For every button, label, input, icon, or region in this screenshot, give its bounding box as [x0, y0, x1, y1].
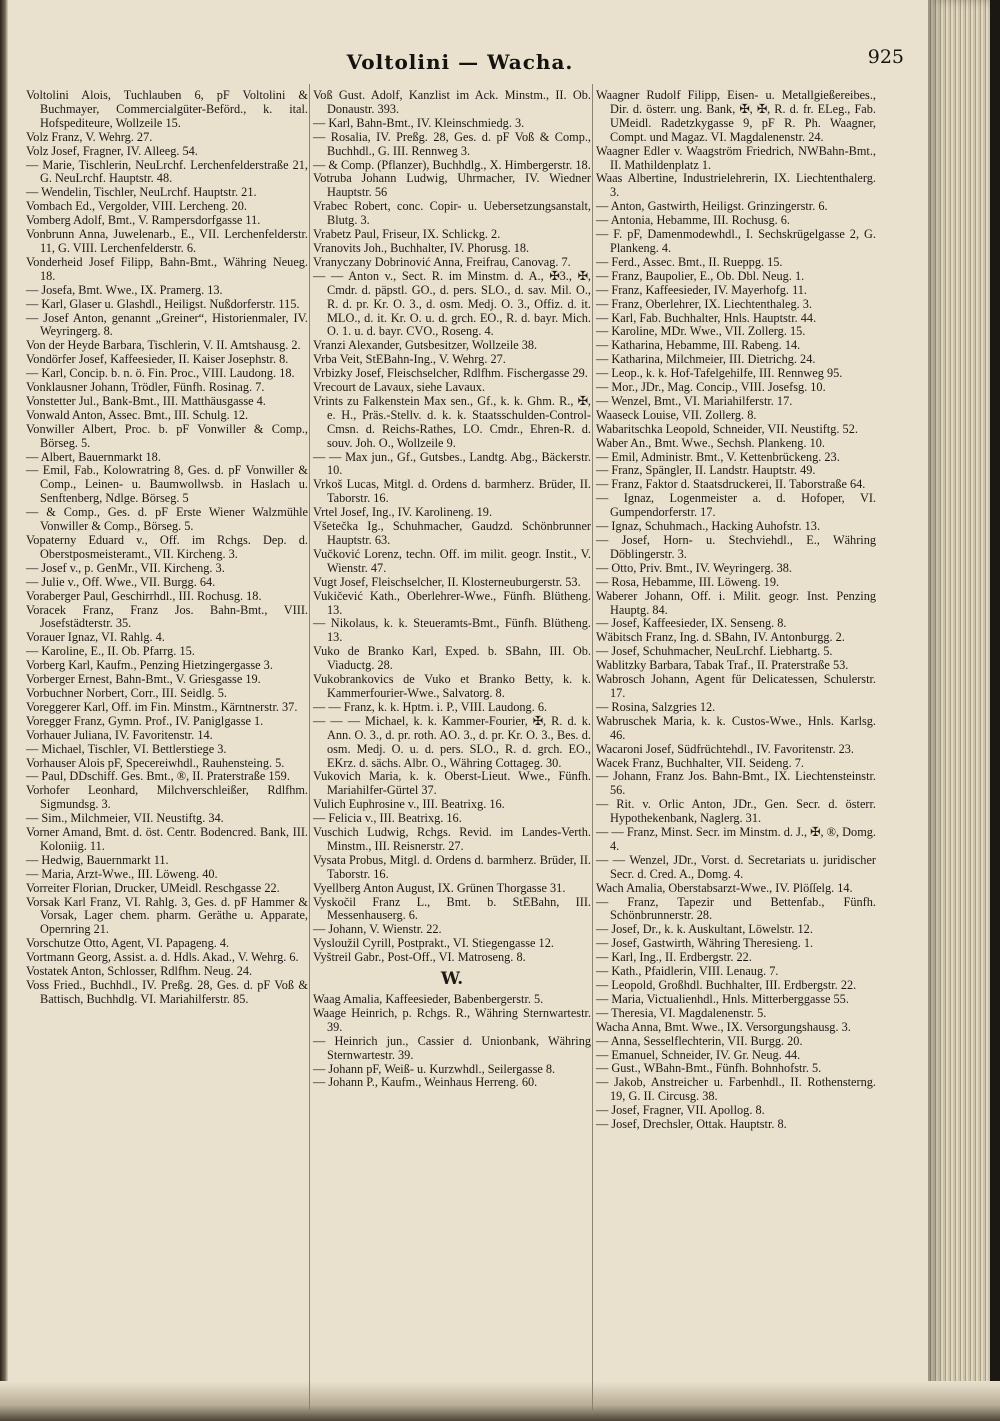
- directory-entry: — Marie, Tischlerin, NeuLrchf. Lerchenfelderstraße 21, G. NeuLrchf. Hauptstr. 48.: [26, 157, 308, 186]
- directory-entry: — Karl, Concip. b. n. ö. Fin. Proc., VIII. Laudong. 18.: [26, 366, 295, 381]
- directory-entry: Vysata Probus, Mitgl. d. Ordens d. barmherz. Brüder, II. Taborstr. 16.: [313, 852, 591, 881]
- directory-entry: Vuschich Ludwig, Rchgs. Revid. im Landes-Verth. Minstm., III. Reisnerstr. 27.: [313, 825, 591, 853]
- directory-entry: Voss Fried., Buchhdl., IV. Preßg. 28, Ges. d. pF Voß & Battisch, Buchhdlg. VI. Mariahilferstr. 85.: [26, 978, 308, 1006]
- directory-entry: Waage Heinrich, p. Rchgs. R., Währing Sternwartestr. 39.: [313, 1005, 591, 1034]
- page-gutter: [0, 0, 8, 1421]
- directory-entry: Wacaroni Josef, Südfrüchtehdl., IV. Favoritenstr. 23.: [596, 741, 854, 756]
- directory-entry: — Ignaz, Logenmeister a. d. Hofoper, VI. Gumpendorferstr. 17.: [596, 491, 876, 520]
- directory-entry: Voltolini Alois, Tuchlauben 6, pF Voltolini & Buchmayer, Commercialgüter-Beförd., k. ital. Hofspediteure, Wollzeile 15.: [26, 88, 308, 130]
- directory-entry: Vorschutze Otto, Agent, VI. Papageng. 4.: [26, 936, 230, 951]
- directory-entry: — — Anton v., Sect. R. im Minstm. d. A., ✠3., ✠, Cmdr. d. päpstl. GO., d. pers. SLO., d. sav. Mil. O., R. d. pr. Kr. O. 3., d. osm. Medj. O. 3., Offiz. d. it. MLO., d. it. Kr. O. u. d. grch. EO., R. d. bayr. Mich. O. 1. u. d. bayr. CVO., Roseng. 4.: [313, 268, 591, 339]
- directory-entry: — Nikolaus, k. k. Steueramts-Bmt., Fünfh. Blütheng. 13.: [313, 616, 591, 645]
- directory-entry: — Emanuel, Schneider, IV. Gr. Neug. 44.: [596, 1047, 801, 1062]
- directory-entry: — & Comp. (Pflanzer), Buchhdlg., X. Himbergerstr. 18.: [313, 157, 591, 172]
- directory-entry: — & Comp., Ges. d. pF Erste Wiener Walzmühle Vonwiller & Comp., Börseg. 5.: [26, 505, 308, 534]
- directory-entry: Wach Amalia, Oberstabsarzt-Wwe., IV. Plöſſelg. 14.: [596, 880, 853, 895]
- directory-entry: Waag Amalia, Kaffeesieder, Babenbergerstr. 5.: [313, 992, 544, 1006]
- directory-entry: Waaseck Louise, VII. Zollerg. 8.: [596, 407, 757, 422]
- directory-entry: Von der Heyde Barbara, Tischlerin, V. II. Amtshausg. 2.: [26, 338, 301, 353]
- directory-entry: — Anna, Sesselflechterin, VII. Burgg. 20.: [596, 1033, 803, 1048]
- directory-entry: — Julie v., Off. Wwe., VII. Burgg. 64.: [26, 574, 216, 589]
- column-divider: [592, 84, 593, 1414]
- directory-entry: Waagner Edler v. Waagström Friedrich, NWBahn-Bmt., II. Mathildenplatz 1.: [596, 143, 876, 172]
- directory-entry: — Ferd., Assec. Bmt., II. Rueppg. 15.: [596, 254, 783, 269]
- directory-entry: Vyštreil Gabr., Post-Off., VI. Matroseng. 8.: [313, 950, 526, 965]
- directory-entry: Vostatek Anton, Schlosser, Rdlfhm. Neug. 24.: [26, 964, 253, 979]
- directory-entry: — Josef, Drechsler, Ottak. Hauptstr. 8.: [596, 1117, 787, 1132]
- directory-entry: Vrbizky Josef, Fleischselcher, Rdlfhm. Fischergasse 29.: [313, 366, 588, 381]
- directory-entry: Vonbrunn Anna, Juwelenarb., E., VII. Lerchenfelderstr. 11, G. VIII. Lerchenfelderstr. 6.: [26, 227, 308, 255]
- directory-entry: Vranovits Joh., Buchhalter, IV. Phorusg. 18.: [313, 240, 530, 255]
- directory-entry: Vukobrankovics de Vuko et Branko Betty, k. k. Kammerfourier-Wwe., Salvatorg. 8.: [313, 672, 591, 700]
- directory-entry: Volz Josef, Fragner, IV. Alleeg. 54.: [26, 143, 198, 158]
- directory-entry: Vukovich Maria, k. k. Oberst-Lieut. Wwe., Fünfh. Mariahilfer-Gürtel 37.: [313, 769, 591, 798]
- directory-entry: — Karoline, E., II. Ob. Pfarrg. 15.: [26, 644, 195, 659]
- directory-entry: — Rosalia, IV. Preßg. 28, Ges. d. pF Voß & Comp., Buchhdl., G. III. Rennweg 3.: [313, 129, 591, 158]
- directory-entry: Vonklausner Johann, Trödler, Fünfh. Rosinag. 7.: [26, 380, 265, 395]
- directory-entry: — Johann, V. Wienstr. 22.: [313, 922, 442, 937]
- directory-entry: — Josef, Gastwirth, Währing Theresieng. 1.: [596, 936, 814, 951]
- directory-entry: Vyskočil Franz L., Bmt. b. StEBahn, III. Messenhauserg. 6.: [313, 894, 591, 923]
- directory-entry: — Wendelin, Tischler, NeuLrchf. Hauptstr. 21.: [26, 185, 257, 200]
- page-bottom-shadow: [0, 1381, 1000, 1421]
- directory-entry: — Maria, Arzt-Wwe., III. Löweng. 40.: [26, 866, 218, 881]
- directory-entry: Vorhauser Alois pF, Specereiwhdl., Rauhensteing. 5.: [26, 755, 285, 770]
- directory-entry: — Kath., Pfaidlerin, VIII. Lenaug. 7.: [596, 964, 779, 979]
- directory-entry: — Josef Anton, genannt „Greiner“, Historienmaler, IV. Weyringerg. 8.: [26, 310, 308, 339]
- entries-column-2: [313, 89, 591, 1090]
- directory-entry: Voß Gust. Adolf, Kanzlist im Ack. Minstm., II. Ob. Donaustr. 393.: [313, 88, 591, 116]
- directory-entry: Vyellberg Anton August, IX. Grünen Thorgasse 31.: [313, 880, 566, 895]
- section-heading: W.: [440, 969, 464, 990]
- directory-entry: Voracek Franz, Franz Jos. Bahn-Bmt., VIII. Josefstädterstr. 35.: [26, 602, 308, 631]
- directory-entry: — Sim., Milchmeier, VII. Neustiftg. 34.: [26, 811, 224, 826]
- directory-entry: Vrkoš Lucas, Mitgl. d. Ordens d. barmherz. Brüder, II. Taborstr. 16.: [313, 477, 591, 506]
- directory-entry: Wabaritschka Leopold, Schneider, VII. Neustiftg. 52.: [596, 421, 858, 436]
- directory-entry: Vrecourt de Lavaux, siehe Lavaux.: [313, 380, 486, 395]
- directory-entry: Wablitzky Barbara, Tabak Traf., II. Praterstraße 53.: [596, 658, 849, 673]
- directory-entry: Vonderheid Josef Filipp, Bahn-Bmt., Währing Neueg. 18.: [26, 254, 308, 283]
- directory-entry: Všetečka Ig., Schuhmacher, Gaudzd. Schönbrunner Hauptstr. 63.: [313, 519, 591, 547]
- directory-entry: — — Franz, k. k. Hptm. i. P., VIII. Laudong. 6.: [313, 699, 548, 714]
- directory-entry: — Felicia v., III. Beatrixg. 16.: [313, 811, 462, 826]
- directory-entry: — — Franz, Minst. Secr. im Minstm. d. J., ✠, ®, Domg. 4.: [596, 825, 876, 853]
- directory-entry: Vysloužil Cyrill, Postprakt., VI. Stiegengasse 12.: [313, 936, 554, 951]
- directory-entry: — Franz, Kaffeesieder, IV. Mayerhofg. 11.: [596, 282, 807, 297]
- directory-entry: Voregger Franz, Gymn. Prof., IV. Paniglgasse 1.: [26, 713, 264, 728]
- directory-entry: Vugt Josef, Fleischselcher, II. Klosterneuburgerstr. 53.: [313, 574, 581, 589]
- directory-entry: — Albert, Bauernmarkt 18.: [26, 449, 161, 464]
- directory-entry: Vonwald Anton, Assec. Bmt., III. Schulg. 12.: [26, 407, 249, 422]
- directory-entry: Vorsak Karl Franz, VI. Rahlg. 3, Ges. d. pF Hammer & Vorsak, Lager chem. pharm. Geräthe u. Apparate, Opernring 21.: [26, 894, 308, 937]
- directory-entry: — Gust., WBahn-Bmt., Fünfh. Bohnhofstr. 5.: [596, 1061, 822, 1076]
- directory-entry: Vorbuchner Norbert, Corr., III. Seidlg. 5.: [26, 685, 227, 700]
- directory-entry: — Rit. v. Orlic Anton, JDr., Gen. Secr. d. österr. Hypothekenbank, Naglerg. 31.: [596, 797, 876, 826]
- directory-entry: — Leopold, Großhdl. Buchhalter, III. Erdbergstr. 22.: [596, 978, 857, 992]
- directory-entry: — Ignaz, Schuhmach., Hacking Auhofstr. 13.: [596, 519, 821, 534]
- directory-entry: — Paul, DDschiff. Ges. Bmt., ®, II. Praterstraße 159.: [26, 769, 290, 784]
- directory-entry: — Rosa, Hebamme, III. Löweng. 19.: [596, 574, 780, 589]
- directory-entry: — Otto, Priv. Bmt., IV. Weyringerg. 38.: [596, 560, 792, 575]
- directory-entry: — Mor., JDr., Mag. Concip., VIII. Josefsg. 10.: [596, 380, 826, 395]
- directory-entry: — Karl, Fab. Buchhalter, Hnls. Hauptstr. 44.: [596, 310, 817, 325]
- directory-entry: Wäbitsch Franz, Ing. d. SBahn, IV. Antonburgg. 2.: [596, 630, 845, 645]
- directory-entry: — Franz, Oberlehrer, IX. Liechtenthaleg. 3.: [596, 296, 812, 311]
- directory-entry: — Leop., k. k. Hof-Tafelgehilfe, III. Rennweg 95.: [596, 366, 843, 381]
- directory-entry: — Josef, Schuhmacher, NeuLrchf. Liebhartg. 5.: [596, 644, 833, 659]
- directory-entry: Votruba Johann Ludwig, Uhrmacher, IV. Wiedner Hauptstr. 56: [313, 171, 591, 200]
- directory-entry: Vrints zu Falkenstein Max sen., Gf., k. k. Ghm. R., ✠, e. H., Präs.-Stellv. d. k. k. Staatsschulden-Control-Cmsn. d. Reichs-Rathes, LO. Cmdr., Ehren-R. d. souv. Joh. O., Wollzeile 9.: [313, 393, 591, 450]
- directory-entry: Waas Albertine, Industrielehrerin, IX. Liechtenthalerg. 3.: [596, 171, 876, 200]
- directory-entry: Vorauer Ignaz, VI. Rahlg. 4.: [26, 630, 165, 645]
- entries-column-3: [596, 89, 876, 1132]
- directory-entry: — — Max jun., Gf., Gutsbes., Landtg. Abg., Bäckerstr. 10.: [313, 449, 591, 478]
- directory-entry: Wabruschek Maria, k. k. Custos-Wwe., Hnls. Karlsg. 46.: [596, 713, 876, 742]
- directory-entry: — Emil, Fab., Kolowratring 8, Ges. d. pF Vonwiller & Comp., Leinen- u. Baumwollwsb. in Haslach u. Senftenberg, Ndlge. Börseg. 5: [26, 463, 308, 506]
- directory-entry: — Johann pF, Weiß- u. Kurzwhdl., Seilergasse 8.: [313, 1061, 556, 1076]
- directory-entry: Vonwiller Albert, Proc. b. pF Vonwiller & Comp., Börseg. 5.: [26, 421, 308, 450]
- directory-entry: — — Wenzel, JDr., Vorst. d. Secretariats u. juridischer Secr. d. Cred. A., Domg. 4.: [596, 852, 876, 881]
- directory-entry: Vučković Lorenz, techn. Off. im milit. geogr. Instit., V. Wienstr. 47.: [313, 546, 591, 575]
- directory-entry: — Maria, Victualienhdl., Hnls. Mitterberggasse 55.: [596, 991, 849, 1006]
- directory-entry: Vomberg Adolf, Bmt., V. Rampersdorfgasse 11.: [26, 213, 261, 228]
- directory-entry: — Josef, Horn- u. Stechviehdl., E., Währing Döblingerstr. 3.: [596, 533, 876, 561]
- directory-entry: — Franz, Tapezir und Bettenfab., Fünfh. Schönbrunnerstr. 28.: [596, 894, 876, 923]
- directory-entry: — — — Michael, k. k. Kammer-Fourier, ✠, R. d. k. Ann. O. 3., d. pr. roth. AO. 3., d. pr. Kr. O. 3., Bes. d. osm. Medj. O. u. d. pers. SLO., R. d. grch. EO., EKrz. d. sächs. Albr. O., Währing Cottageg. 30.: [313, 713, 591, 770]
- directory-entry: — Karl, Glaser u. Glashdl., Heiligst. Nußdorferstr. 115.: [26, 296, 300, 311]
- directory-entry: Vulich Euphrosine v., III. Beatrixg. 16.: [313, 797, 505, 812]
- directory-entry: Vondörfer Josef, Kaffeesieder, II. Kaiser Josephstr. 8.: [26, 352, 289, 367]
- directory-entry: — Hedwig, Bauernmarkt 11.: [26, 852, 169, 867]
- page-number: 925: [867, 46, 904, 68]
- directory-entry: — Karoline, MDr. Wwe., VII. Zollerg. 15.: [596, 324, 806, 339]
- directory-entry: Vranyczany Dobrinović Anna, Freifrau, Canovag. 7.: [313, 254, 571, 269]
- directory-entry: Vortmann Georg, Assist. a. d. Hdls. Akad., V. Wehrg. 6.: [26, 950, 299, 965]
- directory-entry: Vorner Amand, Bmt. d. öst. Centr. Bodencred. Bank, III. Koloniig. 11.: [26, 825, 308, 853]
- directory-entry: — Rosina, Salzgries 12.: [596, 699, 716, 714]
- directory-entry: Voraberger Paul, Geschirrhdl., III. Rochusg. 18.: [26, 588, 262, 603]
- directory-entry: — Katharina, Hebamme, III. Rabeng. 14.: [596, 338, 801, 353]
- book-shadow: [990, 0, 1000, 1421]
- directory-entry: — Antonia, Hebamme, III. Rochusg. 6.: [596, 213, 790, 228]
- directory-entry: — Franz, Faktor d. Staatsdruckerei, II. Taborstraße 64.: [596, 477, 866, 492]
- entries-column-1: [26, 89, 308, 1007]
- directory-entry: — Josef, Fragner, VII. Apollog. 8.: [596, 1103, 765, 1118]
- directory-entry: Voreggerer Karl, Off. im Fin. Minstm., Kärntnerstr. 37.: [26, 699, 298, 714]
- directory-entry: — Theresia, VI. Magdalenenstr. 5.: [596, 1005, 767, 1020]
- directory-entry: — Karl, Ing., II. Erdbergstr. 22.: [596, 950, 752, 965]
- directory-entry: Vorberger Ernest, Bahn-Bmt., V. Griesgasse 19.: [26, 672, 261, 687]
- directory-entry: Vranzi Alexander, Gutsbesitzer, Wollzeile 38.: [313, 338, 538, 353]
- directory-entry: — Josef, Dr., k. k. Auskultant, Löwelstr. 12.: [596, 922, 813, 937]
- directory-entry: — Michael, Tischler, VI. Bettlerstiege 3.: [26, 741, 227, 756]
- directory-entry: — Johann, Franz Jos. Bahn-Bmt., IX. Liechtensteinstr. 56.: [596, 769, 876, 798]
- directory-entry: — Josef v., p. GenMr., VII. Kircheng. 3.: [26, 560, 225, 575]
- directory-entry: — Karl, Bahn-Bmt., IV. Kleinschmiedg. 3.: [313, 115, 525, 130]
- directory-entry: Vorhofer Leonhard, Milchverschleißer, Rdlfhm. Sigmundsg. 3.: [26, 783, 308, 812]
- directory-entry: — Johann P., Kaufm., Weinhaus Herreng. 60.: [313, 1075, 538, 1090]
- directory-entry: Vuko de Branko Karl, Exped. b. SBahn, III. Ob. Viaductg. 28.: [313, 644, 591, 673]
- directory-entry: Vrtel Josef, Ing., IV. Karolineng. 19.: [313, 505, 493, 520]
- directory-entry: Vorreiter Florian, Drucker, UMeidl. Reschgasse 22.: [26, 880, 280, 895]
- directory-entry: Volz Franz, V. Wehrg. 27.: [26, 129, 153, 144]
- directory-entry: Vrba Veit, StEBahn-Ing., V. Wehrg. 27.: [313, 352, 506, 367]
- directory-entry: Vrabetz Paul, Friseur, IX. Schlickg. 2.: [313, 227, 501, 242]
- directory-entry: — Franz, Baupolier, E., Ob. Dbl. Neug. 1.: [596, 268, 805, 283]
- directory-entry: — Anton, Gastwirth, Heiligst. Grinzingerstr. 6.: [596, 199, 828, 214]
- directory-entry: — Josef, Kaffeesieder, IX. Senseng. 8.: [596, 616, 787, 631]
- directory-entry: — Franz, Spängler, II. Landstr. Hauptstr. 49.: [596, 463, 816, 478]
- directory-entry: Vorberg Karl, Kaufm., Penzing Hietzingergasse 3.: [26, 658, 273, 673]
- directory-entry: — F. pF, Damenmodewhdl., I. Sechskrügelgasse 2, G. Plankeng. 4.: [596, 227, 876, 255]
- directory-entry: Vombach Ed., Vergolder, VIII. Lercheng. 20.: [26, 199, 247, 214]
- directory-entry: — Katharina, Milchmeier, III. Dietrichg. 24.: [596, 352, 816, 367]
- directory-entry: Vorhauer Juliana, IV. Favoritenstr. 14.: [26, 727, 213, 742]
- directory-entry: — Heinrich jun., Cassier d. Unionbank, Währing Sternwartestr. 39.: [313, 1033, 591, 1062]
- directory-entry: — Josefa, Bmt. Wwe., IX. Pramerg. 13.: [26, 282, 223, 297]
- directory-entry: Vopaterny Eduard v., Off. im Rchgs. Dep. d. Oberstposmeisteramt., VII. Kircheng. 3.: [26, 533, 308, 561]
- directory-entry: Wabrosch Johann, Agent für Delicatessen, Schulerstr. 17.: [596, 672, 876, 700]
- directory-entry: Waagner Rudolf Filipp, Eisen- u. Metallgießereibes., Dir. d. österr. ung. Bank, ✠, ✠, R. d. fr. ELeg., Fab. UMeidl. Radetzkygasse 9, pF R. Ph. Waagner, Compt. und Magaz. VI. Magdalenenstr. 24.: [596, 88, 876, 144]
- directory-entry: Wacek Franz, Buchhalter, VII. Seideng. 7.: [596, 755, 804, 770]
- directory-entry: — Jakob, Anstreicher u. Farbenhdl., II. Rothensterng. 19, G. II. Circusg. 38.: [596, 1075, 876, 1104]
- directory-entry: Waberer Johann, Off. i. Milit. geogr. Inst. Penzing Hauptg. 84.: [596, 588, 876, 617]
- directory-entry: — Wenzel, Bmt., VI. Mariahilferstr. 17.: [596, 393, 793, 408]
- column-divider: [309, 84, 310, 1414]
- directory-entry: Vukičević Kath., Oberlehrer-Wwe., Fünfh. Blütheng. 13.: [313, 588, 591, 617]
- directory-entry: Waber An., Bmt. Wwe., Sechsh. Plankeng. 10.: [596, 435, 825, 450]
- directory-entry: Wacha Anna, Bmt. Wwe., IX. Versorgungshausg. 3.: [596, 1019, 851, 1034]
- page-title: Voltolini — Wacha.: [346, 50, 574, 74]
- directory-entry: — Emil, Administr. Bmt., V. Kettenbrückeng. 23.: [596, 449, 840, 464]
- directory-entry: Vrabec Robert, conc. Copir- u. Uebersetzungsanstalt, Blutg. 3.: [313, 199, 591, 228]
- directory-entry: Vonstetter Jul., Bank-Bmt., III. Matthäusgasse 4.: [26, 393, 266, 408]
